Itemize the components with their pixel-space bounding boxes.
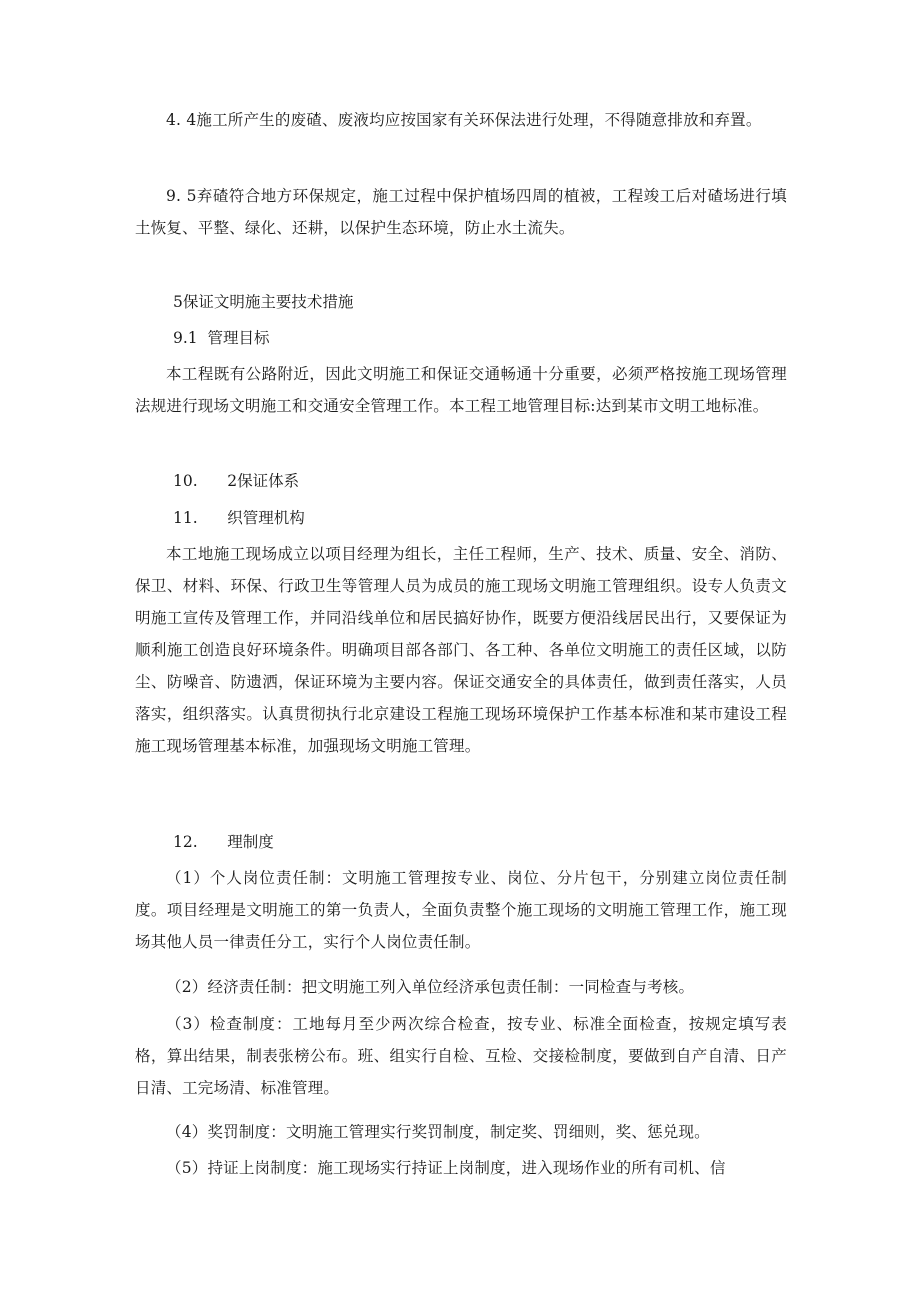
paragraph-rule-1: （1）个人岗位责任制：文明施工管理按专业、岗位、分片包干，分别建立岗位责任制度。项目经理是文明施工的第一负责人，全面负责整个施工现场的文明施工管理工作，施工现场其他人员一律责任分工，实行个人岗位责任制。 (135, 869, 787, 951)
subheading-organization: 11. 织管理机构 (173, 509, 305, 527)
paragraph-organization: 本工地施工现场成立以项目经理为组长，主任工程师，生产、技术、质量、安全、消防、保卫、材料、环保、行政卫生等管理人员为成员的施工现场文明施工管理组织。设专人负责文明施工宣传及管理工作，并同沿线单位和居民搞好协作，既要方便沿线居民出行，又要保证为顺利施工创造良好环境条件。明确项目部各部门、各工种、各单位文明施工的责任区域，以防尘、防噪音、防遗洒，保证环境为主要内容。保证交通安全的具体责任，做到责任落实，人员落实，组织落实。认真贯彻执行北京建设工程施工现场环境保护工作基本标准和某市建设工程施工现场管理基本标准，加强现场文明施工管理。 (135, 545, 787, 755)
paragraph-rule-2: （2）经济责任制：把文明施工列入单位经济承包责任制：一同检查与考核。 (166, 978, 695, 996)
subheading-management-goal: 9.1 管理目标 (173, 329, 270, 347)
paragraph-rule-3: （3）检查制度：工地每月至少两次综合检查，按专业、标准全面检查，按规定填写表格，算出结果，制表张榜公布。班、组实行自检、互检、交接检制度，要做到自产自清、日产日清、工完场清、标准管理。 (135, 1015, 787, 1097)
subheading-management-rules: 12. 理制度 (173, 833, 274, 851)
subheading-guarantee-system: 10. 2保证体系 (173, 472, 300, 490)
section-heading-civilized-construction: 5保证文明施主要技术措施 (173, 293, 354, 311)
paragraph-spoil-site: 9. 5弃碴符合地方环保规定，施工过程中保护植场四周的植被，工程竣工后对碴场进行填土恢复、平整、绿化、还耕，以保护生态环境，防止水土流失。 (135, 187, 787, 237)
paragraph-management-goal: 本工程既有公路附近，因此文明施工和保证交通畅通十分重要，必须严格按施工现场管理法规进行现场文明施工和交通安全管理工作。本工程工地管理目标:达到某市文明工地标准。 (135, 365, 787, 415)
paragraph-rule-5: （5）持证上岗制度：施工现场实行持证上岗制度，进入现场作业的所有司机、信 (166, 1159, 726, 1177)
paragraph-waste-disposal: 4. 4施工所产生的废碴、废液均应按国家有关环保法进行处理，不得随意排放和弃置。 (166, 111, 762, 129)
paragraph-rule-4: （4）奖罚制度：文明施工管理实行奖罚制度，制定奖、罚细则，奖、惩兑现。 (166, 1123, 710, 1141)
